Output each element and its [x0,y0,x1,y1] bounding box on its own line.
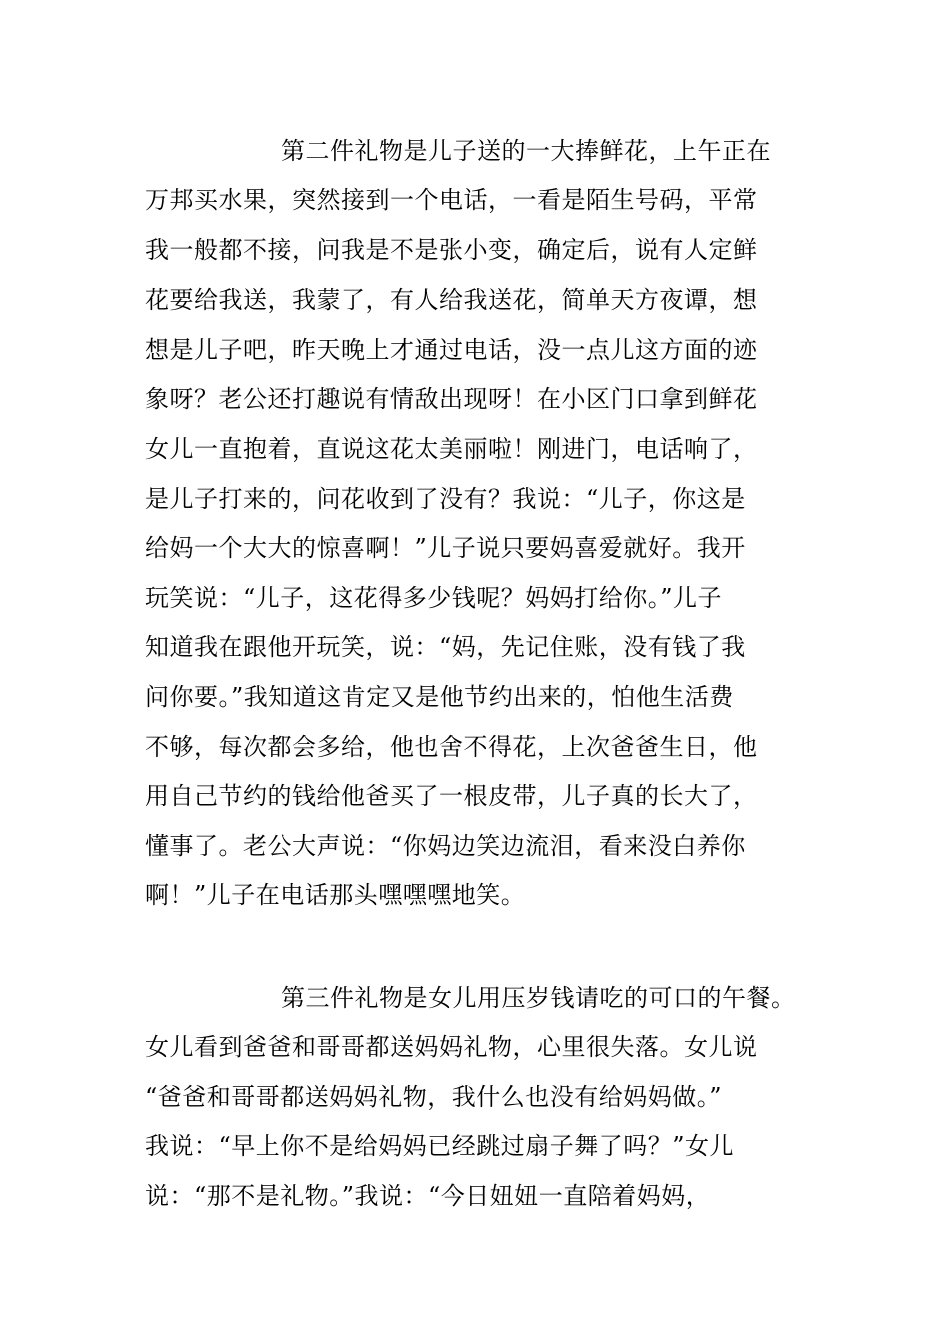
text-line: 用自己节约的钱给他爸买了一根皮带，儿子真的长大了， [145,782,758,810]
text-line: 啊！”儿子在电话那头嘿嘿嘿地笑。 [145,881,526,909]
text-line: 第二件礼物是儿子送的一大捧鲜花，上午正在 [281,137,771,165]
text-line: 我一般都不接，问我是不是张小变，确定后，说有人定鲜 [145,236,758,264]
text-line: 说：“那不是礼物。”我说：“今日妞妞一直陪着妈妈， [145,1182,711,1210]
text-line: 知道我在跟他开玩笑，说：“妈，先记住账，没有钱了我 [145,633,746,661]
text-line: 女儿一直抱着，直说这花太美丽啦！刚进门，电话响了， [145,435,758,463]
text-line: 花要给我送，我蒙了，有人给我送花，简单天方夜谭，想 [145,286,758,314]
text-line: 玩笑说：“儿子，这花得多少钱呢？妈妈打给你。”儿子 [145,584,723,612]
text-line: 万邦买水果，突然接到一个电话，一看是陌生号码，平常 [145,186,758,214]
text-line: 不够，每次都会多给，他也舍不得花，上次爸爸生日，他 [145,733,758,761]
text-line: 象呀？老公还打趣说有情敌出现呀！在小区门口拿到鲜花 [145,385,758,413]
text-line: 是儿子打来的，问花收到了没有？我说：“儿子，你这是 [145,485,746,513]
text-line: 给妈一个大大的惊喜啊！”儿子说只要妈喜爱就好。我开 [145,534,746,562]
text-line: 问你要。”我知道这肯定又是他节约出来的，怕他生活费 [145,683,734,711]
text-line: 第三件礼物是女儿用压岁钱请吃的可口的午餐。 [281,984,796,1012]
text-line: 我说：“早上你不是给妈妈已经跳过扇子舞了吗？”女儿 [145,1132,735,1160]
text-line: 懂事了。老公大声说：“你妈边笑边流泪，看来没白养你 [145,832,746,860]
text-line: 女儿看到爸爸和哥哥都送妈妈礼物，心里很失落。女儿说 [145,1033,758,1061]
text-line: “爸爸和哥哥都送妈妈礼物，我什么也没有给妈妈做。” [145,1083,723,1111]
text-line: 想是儿子吧，昨天晚上才通过电话，没一点儿这方面的迹 [145,336,758,364]
